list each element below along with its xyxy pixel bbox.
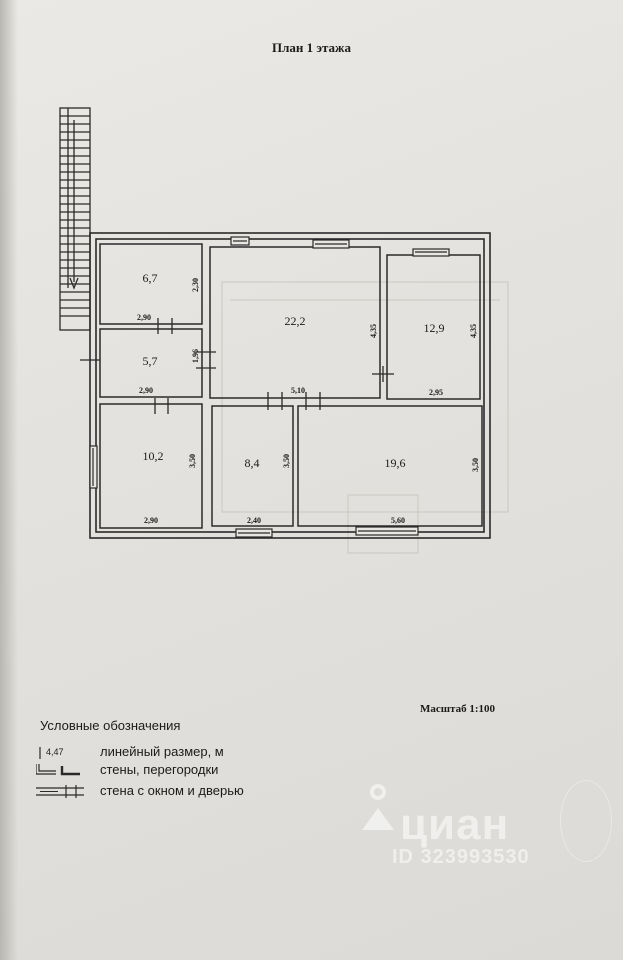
room-dim-side-3: 3,50 — [188, 454, 197, 468]
room-dim-side-6: 3,50 — [282, 454, 291, 468]
room-dim-side-7: 3,50 — [471, 458, 480, 472]
window-door-icon — [36, 783, 96, 801]
legend-text-window-door: стена с окном и дверью — [100, 783, 244, 798]
faint-guide-lines — [222, 282, 508, 553]
room-area-4: 22,2 — [284, 314, 306, 328]
room-dim-side-4: 4,35 — [369, 324, 378, 338]
room-dim-bottom-5: 2,95 — [429, 388, 443, 397]
plan-title: План 1 этажа — [272, 40, 351, 55]
room-area-1: 6,7 — [142, 271, 158, 285]
room-area-7: 19,6 — [384, 456, 406, 470]
watermark-logo: циан — [400, 800, 510, 849]
scale-label: Масштаб 1:100 — [420, 703, 496, 715]
walls-symbol — [36, 762, 96, 780]
room-area-6: 8,4 — [244, 456, 260, 470]
room-outline-3 — [100, 404, 202, 528]
room-dim-bottom-4: 5,10 — [291, 386, 305, 395]
dimension-example: 4,47 — [46, 747, 64, 757]
room-dim-side-5: 4,35 — [469, 324, 478, 338]
staircase — [60, 108, 90, 330]
legend-text-walls: стены, перегородки — [100, 762, 219, 777]
room-dim-bottom-7: 5,60 — [391, 516, 405, 525]
paper-curl — [560, 780, 612, 862]
door-marks — [80, 318, 394, 414]
watermark-id: ID 323993530 — [392, 846, 530, 868]
room-dim-side-1: 2,30 — [191, 278, 200, 292]
room-dim-bottom-6: 2,40 — [247, 516, 261, 525]
room-area-3: 10,2 — [142, 449, 164, 463]
room-area-5: 12,9 — [423, 321, 445, 335]
legend-text-dimension: линейный размер, м — [100, 744, 224, 759]
room-dim-bottom-3: 2,90 — [144, 516, 158, 525]
legend-title: Условные обозначения — [40, 718, 181, 733]
cian-logo-mark-icon — [358, 778, 398, 838]
room-dim-bottom-2: 2,90 — [139, 386, 153, 395]
room-area-2: 5,7 — [142, 354, 158, 368]
dimension-symbol — [36, 744, 96, 762]
room-dim-bottom-1: 2,90 — [137, 313, 151, 322]
wall-partition-icon — [36, 762, 96, 780]
window-door-symbol — [36, 783, 96, 801]
room-dim-side-2: 1,96 — [191, 349, 200, 363]
